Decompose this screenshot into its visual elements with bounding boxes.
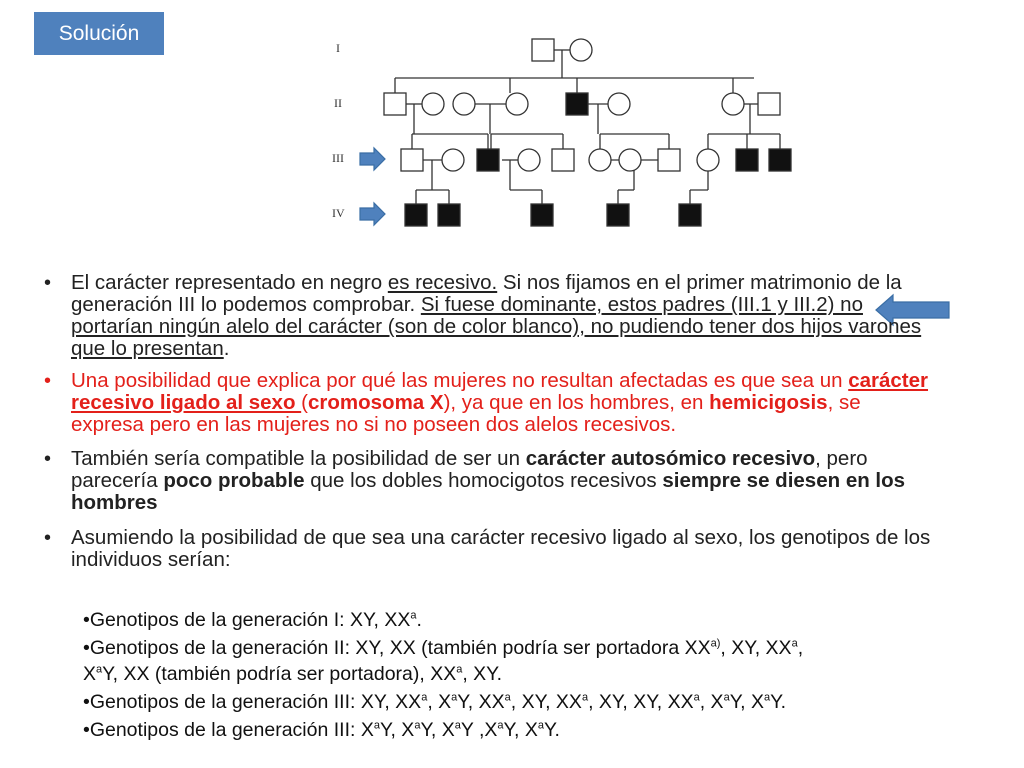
bullet-marker: •: [44, 272, 52, 294]
generation-3: [401, 134, 791, 190]
text-segment: También sería compatible la posibilidad de ser un: [71, 447, 526, 470]
individual-III5: [552, 149, 574, 171]
individual-III3: [477, 149, 499, 171]
solution-badge: [34, 12, 164, 55]
text-bold: siempre se diesen en los hombres: [71, 469, 906, 514]
text-segment: El carácter representado en negro: [71, 271, 388, 294]
bullet-marker: •: [44, 527, 52, 549]
individual-II3: [453, 93, 475, 115]
text-segment: Si nos fijamos en el primer matrimonio de la generación III lo podemos comprobar.: [71, 271, 902, 316]
text-bold: cromosoma X: [308, 391, 444, 414]
text-segment: ), ya que en los hombres, en: [443, 391, 710, 414]
text-segment: , se expresa pero en las mujeres no si no poseen dos alelos recesivos.: [71, 391, 861, 436]
arrow-right-icon: [360, 148, 385, 170]
arrow-right-icon: [360, 203, 385, 225]
individual-II5: [566, 93, 588, 115]
individual-III6: [589, 149, 611, 171]
text-segment: .: [223, 337, 230, 360]
solution-badge-label: Solución: [58, 21, 140, 45]
individual-I2: [570, 39, 592, 61]
individual-III11: [769, 149, 791, 171]
gen-label-1: I: [336, 41, 340, 55]
genotype-line-4: •Genotipos de la generación III: XY, $XX^a$, $X^aY$, $XX^a$, XY, $XX^a$, XY, XY, $XX^a$, $X^aY$, $X^aY$.: [83, 691, 787, 713]
individual-II4: [506, 93, 528, 115]
individual-III8: [658, 149, 680, 171]
individual-III2: [442, 149, 464, 171]
text-segment: Una posibilidad que explica por qué las mujeres no resultan afectadas es que sea un: [71, 369, 849, 392]
genotype-line-2: •Genotipos de la generación II: XY, XX (también podría ser portadora XX$^{a)}$, XY, $XX^a$,: [83, 637, 804, 659]
individual-IV3: [531, 204, 553, 226]
individual-II1: [384, 93, 406, 115]
individual-III10: [736, 149, 758, 171]
individual-III9: [697, 149, 719, 171]
individual-III1: [401, 149, 423, 171]
individual-II6: [608, 93, 630, 115]
text-bold-underlined: carácter recesivo ligado al sexo: [71, 369, 929, 414]
bullet-assumption: [71, 527, 931, 571]
bullet-sex-linked: [71, 370, 931, 436]
text-segment: , pero parecería: [71, 447, 868, 492]
text-bold: poco probable: [163, 469, 305, 492]
text-segment: (: [301, 391, 308, 414]
individual-IV1: [405, 204, 427, 226]
text-segment: que los dobles homocigotos recesivos: [304, 469, 663, 492]
text-segment: Asumiendo la posibilidad de que sea una carácter recesivo ligado al sexo, los genotipos de los individuos serían:: [71, 526, 931, 571]
bullet-autosomal: [71, 448, 931, 514]
text-bold: carácter autosómico recesivo: [525, 447, 816, 470]
genotype-line-5: •Genotipos de la generación III: $X^aY$, $X^aY$, $X^aY$ $,X^aY$, $X^aY$.: [83, 719, 560, 741]
pedigree-chart: [320, 28, 810, 243]
text-bold: hemicigosis: [709, 391, 828, 414]
generation-4: [405, 190, 708, 226]
individual-IV2: [438, 204, 460, 226]
text-underlined: es recesivo.: [387, 271, 498, 294]
individual-IV5: [679, 204, 701, 226]
individual-IV4: [607, 204, 629, 226]
bullet-recessive: [71, 272, 931, 360]
genotype-line-3: $X^aY$, XX (también podría ser portadora), $XX^a$, XY.: [83, 663, 503, 685]
individual-II2: [422, 93, 444, 115]
generation-1: [395, 39, 754, 93]
generation-2: [384, 93, 780, 134]
individual-I1: [532, 39, 554, 61]
individual-II8: [758, 93, 780, 115]
gen-label-2: II: [334, 96, 342, 110]
individual-III7: [619, 149, 641, 171]
bullet-marker: •: [44, 448, 52, 470]
individual-III4: [518, 149, 540, 171]
bullet-marker: •: [44, 370, 52, 392]
genotype-line-1: •Genotipos de la generación I: XY, $XX^a$.: [83, 609, 422, 631]
gen-label-4: IV: [332, 206, 345, 220]
text-underlined: Si fuese dominante, estos padres (III.1 y III.2) no portarían ningún alelo del carácter (son de color blanco), no pudiendo tener dos hijos varones que lo presentan: [71, 293, 922, 360]
individual-II7: [722, 93, 744, 115]
gen-label-3: III: [332, 151, 344, 165]
